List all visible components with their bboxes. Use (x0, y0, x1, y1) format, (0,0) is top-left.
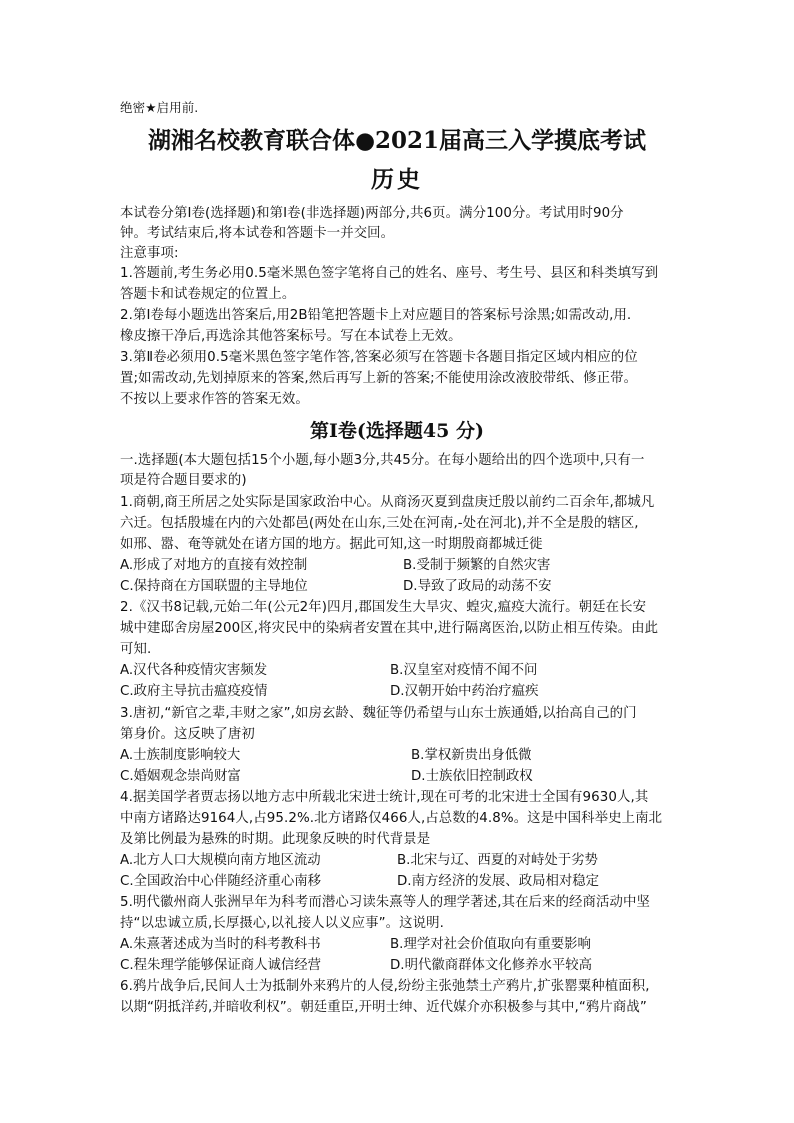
question-1-text: 如邢、嚣、奄等就处在诸方国的地方。据此可知,这一时期殷商都城迁徙 (120, 537, 543, 552)
question-5-option-c: C.程朱理学能够保证商人诚信经营 (120, 958, 322, 973)
question-4-text: 中南方诸路达9164人,占95.2%.北方诸路仅466人,占总数的4.8%。这是中国科举史上南北 (120, 811, 663, 826)
intro-line: 本试卷分第Ⅰ卷(选择题)和第Ⅰ卷(非选择题)两部分,共6页。满分100分。考试用时90分 (120, 206, 624, 221)
question-3-text: 3.唐初,“新官之辈,丰财之家”,如房玄龄、魏征等仍希望与山东士族通婚,以抬高自己的门 (120, 706, 637, 721)
question-1-text: 1.商朝,商王所居之处实际是国家政治中心。从商汤灭夏到盘庚迁殷以前约二百余年,都城凡 (120, 495, 655, 510)
question-5-text: 持“以忠诚立质,长厚摄心,以礼接人以义应事”。这说明. (120, 916, 444, 931)
question-3-option-a: A.士族制度影响较大 (120, 748, 241, 763)
question-1-text: 六迁。包括殷墟在内的六处都邑(两处在山东,三处在河南,-处在河北),并不全是殷的辖区, (120, 516, 639, 531)
note-line: 置;如需改动,先划掉原来的答案,然后再写上新的答案;不能使用涂改液胶带纸、修正带。 (120, 371, 638, 386)
notes-heading: 注意事项: (120, 246, 179, 261)
question-4-text: 4.据美国学者贾志扬以地方志中所载北宋进士统计,现在可考的北宋进士全国有9630人,其 (120, 790, 649, 805)
note-line: 答题卡和试卷规定的位置上。 (120, 287, 296, 302)
question-4-text: 及第比例最为悬殊的时期。此现象反映的时代背景是 (120, 832, 431, 847)
question-5-option-b: B.理学对社会价值取向有重要影响 (390, 937, 591, 952)
question-6-text: 6.鸦片战争后,民间人士为抵制外来鸦片的人侵,纷纷主张弛禁土产鸦片,扩张罂粟种植面积, (120, 979, 650, 994)
question-2-text: 2.《汉书8记载,元始二年(公元2年)四月,郡国发生大旱灾、蝗灾,瘟疫大流行。朝廷在长安 (120, 600, 647, 615)
subject-title: 历史 (371, 166, 423, 193)
question-2-text: 可知. (120, 642, 152, 657)
instruction-line: 项是符合题目要求的) (120, 473, 247, 488)
exam-title: 湖湘名校教育联合体●2021届高三入学摸底考试 (147, 127, 647, 154)
question-3-option-d: D.士族依旧控制政权 (411, 769, 533, 784)
instruction-line: 一.选择题(本大题包括15个小题,每小题3分,共45分。在每小题给出的四个选项中,只有一 (120, 453, 645, 468)
note-line: 橡皮擦干净后,再选涂其他答案标号。写在本试卷上无效。 (120, 329, 462, 344)
question-1-option-d: D.导致了政局的动荡不安 (403, 579, 552, 594)
question-5-text: 5.明代徽州商人张洲早年为科考而潜心习读朱熹等人的理学著述,其在后来的经商活动中坚 (120, 895, 650, 910)
question-6-text: 以期“阴抵洋药,并暗收利权”。朝廷重臣,开明士绅、近代媒介亦积极参与其中,“鸦片商战” (120, 1000, 647, 1015)
note-line: 3.第Ⅱ卷必须用0.5毫米黑色签字笔作答,答案必须写在答题卡各题目指定区域内相应的位 (120, 350, 638, 365)
question-2-option-d: D.汉朝开始中药治疗瘟疾 (390, 684, 539, 699)
question-4-option-d: D.南方经济的发展、政局相对稳定 (397, 874, 600, 889)
question-2-option-b: B.汉皇室对疫情不闻不问 (390, 663, 538, 678)
question-3-text: 第身价。这反映了唐初 (120, 727, 255, 742)
question-5-option-d: D.明代徽商群体文化修养水平较高 (390, 958, 593, 973)
question-1-option-b: B.受制于频繁的自然灾害 (403, 558, 551, 573)
question-4-option-a: A.北方人口大规模向南方地区流动 (120, 853, 321, 868)
question-3-option-c: C.婚姻观念崇尚财富 (120, 769, 241, 784)
note-line: 2.第Ⅰ卷每小题选出答案后,用2B铅笔把答题卡上对应题目的答案标号涂黑;如需改动,用. (120, 308, 632, 323)
note-line: 1.答题前,考生务必用0.5毫米黑色签字笔将自己的姓名、座号、考生号、县区和科类填写到 (120, 266, 659, 281)
note-line: 不按以上要求作答的答案无效。 (120, 392, 309, 407)
question-2-text: 城中建邸舍房屋200区,将灾民中的染病者安置在其中,进行隔离医治,以防止相互传染。由此 (120, 621, 659, 636)
question-1-option-a: A.形成了对地方的直接有效控制 (120, 558, 308, 573)
question-2-option-c: C.政府主导抗击瘟疫疫情 (120, 684, 268, 699)
question-3-option-b: B.掌权新贵出身低微 (411, 748, 532, 763)
section-title: 第Ⅰ卷(选择题45 分) (310, 420, 484, 442)
question-1-option-c: C.保持商在方国联盟的主导地位 (120, 579, 308, 594)
intro-line: 钟。考试结束后,将本试卷和答题卡一并交回。 (120, 226, 395, 241)
confidential-label: 绝密★启用前. (120, 100, 199, 115)
question-4-option-b: B.北宋与辽、西夏的对峙处于劣势 (397, 853, 598, 868)
question-2-option-a: A.汉代各种疫情灾害频发 (120, 663, 268, 678)
question-4-option-c: C.全国政治中心伴随经济重心南移 (120, 874, 322, 889)
question-5-option-a: A.朱熹著述成为当时的科考教科书 (120, 937, 321, 952)
